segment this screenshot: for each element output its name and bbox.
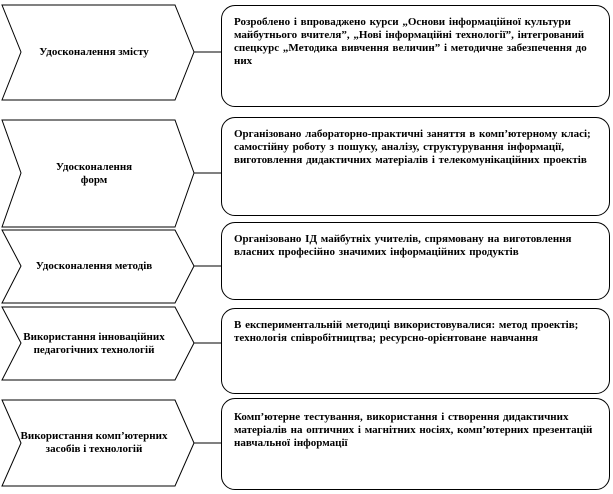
description-box-innovative-technologies bbox=[221, 308, 610, 394]
category-label-methods bbox=[2, 230, 194, 303]
category-text-innovative-technologies: Використання інноваційних педагогічних технологій bbox=[23, 330, 165, 356]
category-label-content bbox=[2, 5, 194, 100]
description-text-innovative-technologies: В експериментальній методиці використовувалися: метод проектів; технологія співробітництва; ресурсно-орієнтоване навчання bbox=[234, 319, 579, 344]
description-text-content: Розроблено і впроваджено курси „Основи інформаційної культури майбутнього вчителя”, „Нові інформаційні технології”, інтегрований спецкурс „Методика вивчення величин” і методичне забезпечення до них bbox=[234, 16, 587, 67]
category-text-methods: Удосконалення методів bbox=[35, 260, 153, 272]
description-text-forms: Організовано лабораторно-практичні заняття в комп’ютерному класі; самостійну роботу з пошуку, аналізу, структурування інформації, виготовлення дидактичних матеріалів і телекомунікаційних проектів bbox=[234, 128, 591, 166]
description-box-computer-tools bbox=[221, 398, 610, 490]
description-box-methods bbox=[221, 222, 610, 300]
category-text-forms: Удосконалення форм bbox=[55, 160, 133, 186]
category-label-forms bbox=[2, 120, 194, 227]
category-label-computer-tools bbox=[2, 400, 194, 486]
description-text-computer-tools: Комп’ютерне тестування, використання і створення дидактичних матеріалів на оптичних і магнітних носіях, комп’ютерних презентацій навчальної інформації bbox=[234, 411, 593, 449]
description-box-content bbox=[221, 5, 610, 107]
description-box-forms bbox=[221, 117, 610, 216]
category-text-content: Удосконалення змісту bbox=[39, 46, 149, 58]
description-text-methods: Організовано ІД майбутніх учителів, спрямовану на виготовлення власних професійно значимих інформаційних продуктів bbox=[234, 233, 572, 258]
category-text-computer-tools: Використання комп’ютерних засобів і технологій bbox=[20, 430, 168, 455]
category-label-innovative-technologies bbox=[2, 307, 194, 380]
